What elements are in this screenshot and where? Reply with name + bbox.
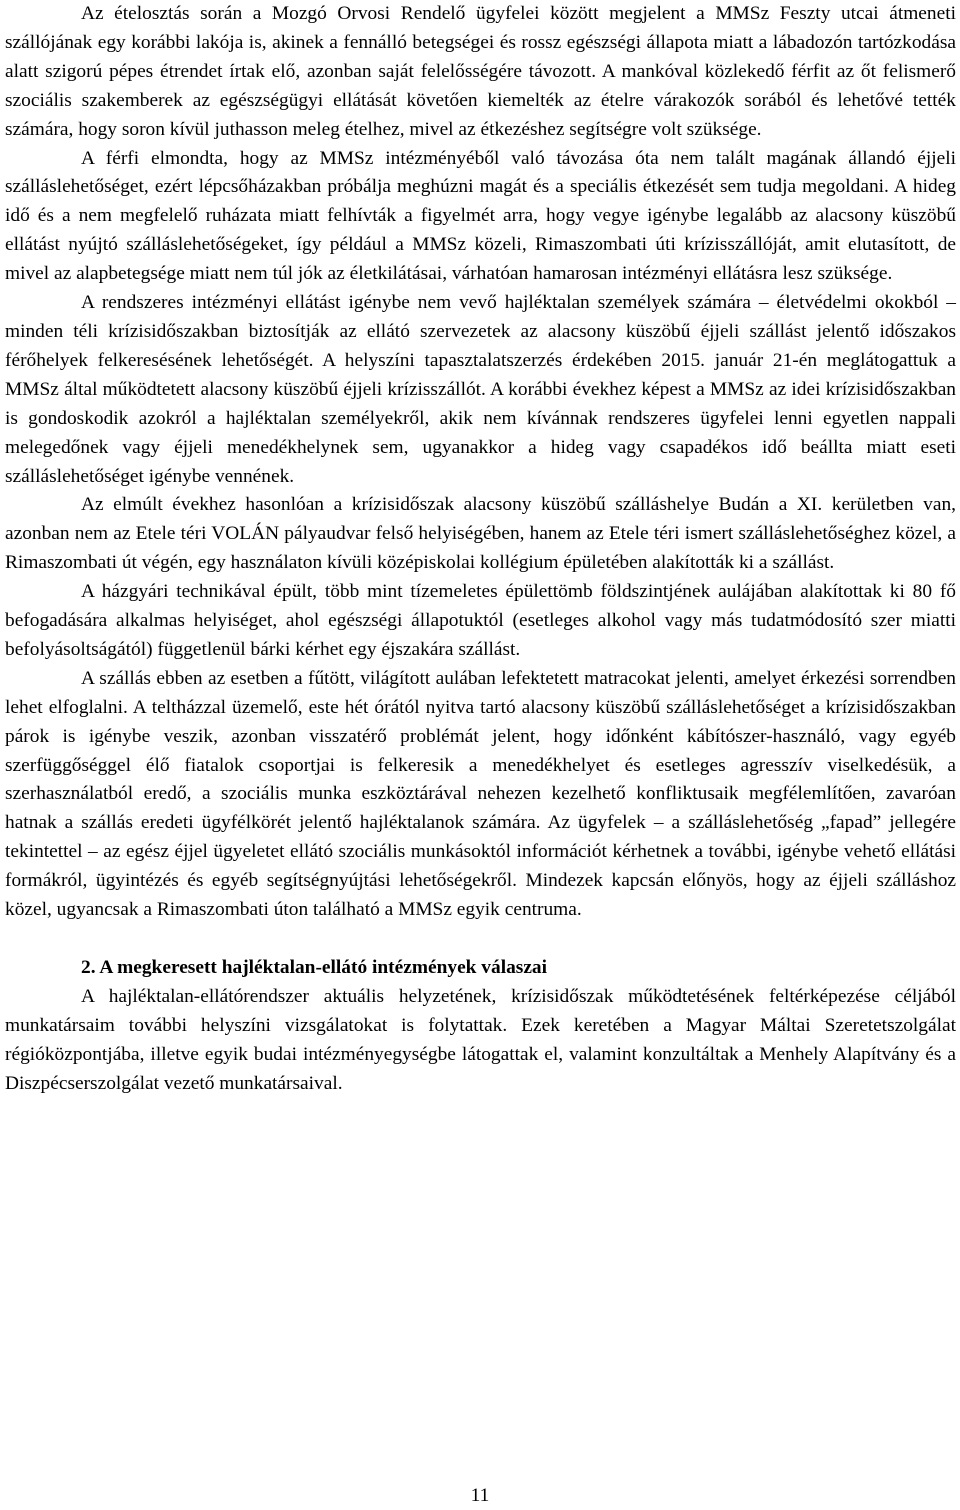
- sentence: A férfi elmondta, hogy az MMSz intézményéből való távozása óta nem talált magának állandó éjjeli szálláslehetőséget, ezért lépcsőházakban próbálja meghúzni magát és a speciális étkezését sem tudja megoldani.: [5, 147, 956, 198]
- paragraph-3: [5, 289, 956, 491]
- paragraph-2: [5, 145, 956, 290]
- sentence: Az ételosztás során a Mozgó Orvosi Rendelő ügyfelei között megjelent a MMSz Feszty utcai átmeneti szállójának egy korábbi lakója is, akinek a fennálló betegségei és rossz egészségi állapota miatt a lábadozón tartózkodása alatt szigorú pépes étrendet írtak elő, azonban saját felelősségére távozott.: [5, 3, 956, 82]
- paragraph-6: [5, 665, 956, 925]
- sentence: A korábbi évekhez képest a MMSz az idei krízisidőszakban is gondoskodik azokról a hajléktalan személyekről, akik nem kívánnak rendszeres ügyfelei lenni egyetlen nappali melegedőnek vagy éjjeli menedékhelynek sem, ugyanakkor a hideg vagy csapadékos idő beállta miatt eseti szálláslehetőséget igénybe vennének.: [5, 378, 956, 487]
- page-number: 11: [470, 1485, 490, 1506]
- sentence: A házgyári technikával épült, több mint tízemeletes épülettömb földszintjének aulájában alakítottak ki 80 fő befogadására alkalmas helyiséget, ahol egészségi állapotuktól (esetleges alkohol vagy más tudatmódosító szer miatti befolyásoltságától) függetlenül bárki kérhet egy éjszakára szállást.: [5, 581, 956, 660]
- sentence: Az ügyfelek – a szálláslehetőség „fapad” jellegére tekintettel – az egész éjjel ügyeletet ellátó szociális munkásoktól információt kérhetnek a további, igénybe vehető ellátási formákról, ügyintézés és egyéb segítségnyújtási lehetőségekről.: [5, 812, 956, 892]
- sentence: A mankóval közlekedő férfit az őt felismerő szociális szakemberek az egészségügyi ellátását követően kiemelték az ételre várakozók sorából és lehetővé tették számára, hogy soron kívül juthasson meleg ételhez, mivel az étkezéshez segítségre volt szüksége.: [5, 60, 956, 140]
- sentence: A szállás ebben az esetben a fűtött, világított aulában lefektetett matracokat jelenti, amelyet érkezési sorrendben lehet elfoglalni.: [5, 667, 956, 718]
- section-paragraph: A hajléktalan-ellátórendszer aktuális helyzetének, krízisidőszak működtetésének feltérképezése céljából munkatársaim további helyszíni vizsgálatokat is folytattak. Ezek keretében a Magyar Máltai Szeretetszolgálat régióközpontjába, illetve egyik budai intézményegységbe látogattak el, valamint konzultáltak a Menhely Alapítvány és a Diszpécserszolgálat vezető munkatársaival.: [5, 985, 956, 1094]
- paragraph-5: [5, 578, 956, 665]
- sentence: Az elmúlt évekhez hasonlóan a krízisidőszak alacsony küszöbű szálláshelye Budán a XI. kerületben van, azonban nem az Etele téri VOLÁN pályaudvar felső helyiségében, hanem az Etele téri ismert szálláslehetőséghez közel, a Rimaszombati út végén, egy használaton kívüli középiskolai kollégium épületében alakították ki a szállást.: [5, 494, 956, 574]
- sentence: A helyszíni tapasztalatszerzés érdekében 2015. január 21-én meglátogattuk a MMSz által működtetett alacsony küszöbű éjjeli krízisszállót.: [5, 349, 956, 400]
- sentence: A teltházzal üzemelő, este hét órától nyitva tartó alacsony küszöbű szálláslehetőséget a krízisidőszakban párok is igénybe veszik, azonban visszatérő problémát jelent, hogy időnként kábítószer-használó, vagy egyéb szerfüggőséggel élő fiatalok csoportjai is felkeresik a menedékhelyet és esetleges agresszív viselkedésük, a szerhasználatból eredő, a szociális munka eszköztárával nehezen kezelhető konfliktusaik megfélemlítően, zavaróan hatnak a szállás eredeti ügyfélkörét jelentő hajléktalanok számára.: [5, 696, 957, 834]
- sentence: A hideg idő és a nem megfelelő ruházata miatt felhívták a figyelmét arra, hogy vegye igénybe legalább az alacsony küszöbű ellátást nyújtó szálláslehetőségeket, így például a MMSz közeli, Rimaszombati úti krízisszállóját, amit elutasított, de mivel az alapbetegsége miatt nem túl jók az életkilátásai, várhatóan hamarosan intézményi ellátásra lesz szüksége.: [5, 176, 956, 285]
- paragraph-1: [5, 0, 956, 145]
- section-heading: 2. A megkeresett hajléktalan-ellátó intézmények válaszai: [81, 957, 548, 978]
- sentence: Mindezek kapcsán előnyös, hogy az éjjeli szálláshoz közel, ugyancsak a Rimaszombati úton található a MMSz egyik centruma.: [5, 870, 956, 921]
- body-text: [5, 0, 956, 1099]
- sentence: A rendszeres intézményi ellátást igénybe nem vevő hajléktalan személyek számára – életvédelmi okokból – minden téli krízisidőszakban biztosítják az ellátó szervezetek az alacsony küszöbű éjjeli szállást jelentő időszakos férőhelyek felkeresésének lehetőségét.: [5, 292, 956, 371]
- paragraph-4: [5, 491, 956, 578]
